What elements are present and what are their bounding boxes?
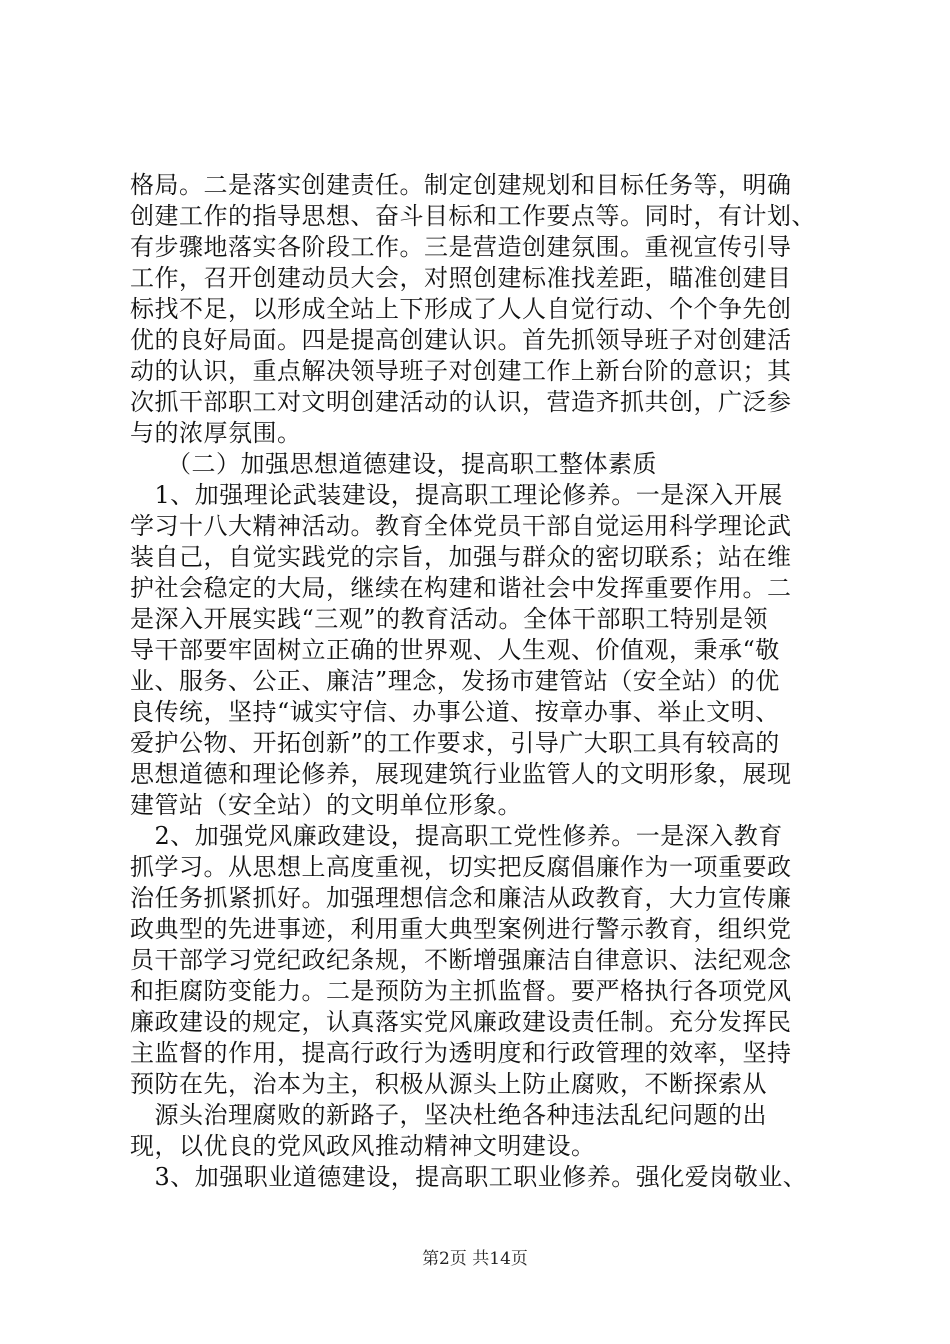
text-line: 抓学习。从思想上高度重视，切实把反腐倡廉作为一项重要政 (130, 853, 792, 881)
text-line: 业、服务、公正、廉洁”理念，发扬市建管站（安全站）的优 (130, 667, 780, 695)
text-line: 建管站（安全站）的文明单位形象。 (130, 791, 522, 819)
text-line: 廉政建设的规定，认真落实党风廉政建设责任制。充分发挥民 (130, 1008, 792, 1036)
text-line: 与的浓厚氛围。 (130, 419, 302, 447)
text-line: 爱护公物、开拓创新”的工作要求，引导广大职工具有较高的 (130, 729, 780, 757)
text-line: 装自己，自觉实践党的宗旨，加强与群众的密切联系；站在维 (130, 543, 792, 571)
text-line: 动的认识，重点解决领导班子对创建工作上新台阶的意识；其 (130, 357, 792, 385)
text-line: 2、加强党风廉政建设，提高职工党性修养。一是深入教育 (130, 822, 783, 850)
text-line: 优的良好局面。四是提高创建认识。首先抓领导班子对创建活 (130, 326, 792, 354)
text-line: 主监督的作用，提高行政行为透明度和行政管理的效率，坚持 (130, 1039, 792, 1067)
text-line: 次抓干部职工对文明创建活动的认识，营造齐抓共创，广泛参 (130, 388, 792, 416)
text-line: 3、加强职业道德建设，提高职工职业修养。强化爱岗敬业、 (130, 1163, 808, 1191)
text-line: 有步骤地落实各阶段工作。三是营造创建氛围。重视宣传引导 (130, 233, 792, 261)
text-line: 工作，召开创建动员大会，对照创建标准找差距，瞄准创建目 (130, 264, 792, 292)
text-line: 1、加强理论武装建设，提高职工理论修养。一是深入开展 (130, 481, 783, 509)
text-line: 员干部学习党纪政纪条规，不断增强廉洁自律意识、法纪观念 (130, 946, 792, 974)
text-line: 和拒腐防变能力。二是预防为主抓监督。要严格执行各项党风 (130, 977, 792, 1005)
page-number-footer: 第2页 共14页 (422, 1249, 528, 1269)
text-line: （二）加强思想道德建设，提高职工整体素质 (130, 450, 657, 478)
text-line: 思想道德和理论修养，展现建筑行业监管人的文明形象，展现 (130, 760, 792, 788)
text-line: 导干部要牢固树立正确的世界观、人生观、价值观，秉承“敬 (130, 636, 780, 664)
text-line: 现，以优良的党风政风推动精神文明建设。 (130, 1132, 596, 1160)
text-line: 预防在先，治本为主，积极从源头上防止腐败，不断探索从 (130, 1070, 767, 1098)
body-text (130, 170, 830, 1193)
text-line: 格局。二是落实创建责任。制定创建规划和目标任务等，明确 (130, 171, 792, 199)
text-line: 护社会稳定的大局，继续在构建和谐社会中发挥重要作用。二 (130, 574, 792, 602)
text-line: 学习十八大精神活动。教育全体党员干部自觉运用科学理论武 (130, 512, 792, 540)
text-line: 是深入开展实践“三观”的教育活动。全体干部职工特别是领 (130, 605, 769, 633)
text-line: 标找不足，以形成全站上下形成了人人自觉行动、个个争先创 (130, 295, 792, 323)
text-line: 源头治理腐败的新路子，坚决杜绝各种违法乱纪问题的出 (130, 1101, 767, 1129)
text-line: 良传统，坚持“诚实守信、办事公道、按章办事、举止文明、 (130, 698, 780, 726)
text-line: 创建工作的指导思想、奋斗目标和工作要点等。同时，有计划、 (130, 202, 816, 230)
text-line: 治任务抓紧抓好。加强理想信念和廉洁从政教育，大力宣传廉 (130, 884, 792, 912)
text-line: 政典型的先进事迹，利用重大典型案例进行警示教育，组织党 (130, 915, 792, 943)
